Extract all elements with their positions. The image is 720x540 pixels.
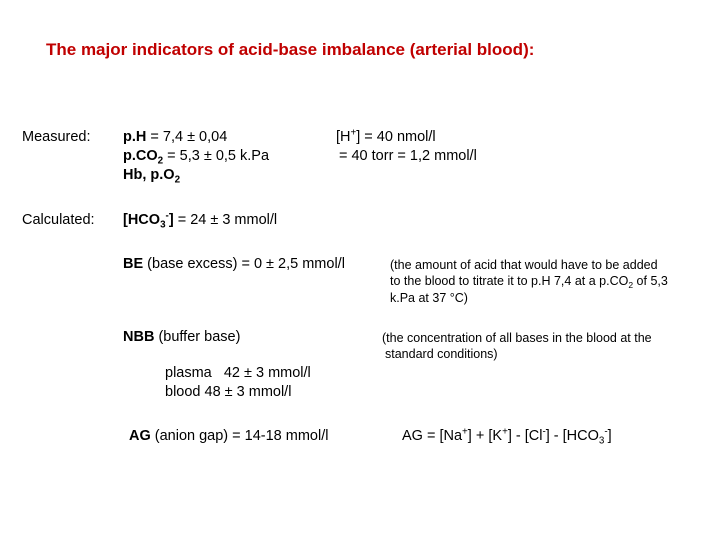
- hco3-name: $[HCO_3^-]$: [123, 210, 174, 231]
- be-note-line3: k.Pa at 37 °C): [390, 290, 468, 305]
- nbb-name: NBB: [123, 329, 155, 345]
- be-note: [390, 257, 668, 306]
- h-concentration-line: [H+] = 40 nmol/l: [336, 127, 436, 145]
- calculated-label: Calculated:: [22, 212, 95, 228]
- ph-name: p.H: [123, 129, 147, 145]
- nbb-line: NBB (buffer base): [123, 329, 241, 345]
- ph-line: [123, 128, 227, 147]
- ag-formula: AG = $[Na^+] + [K^+] - [Cl^-] - [HCO_3^-]$: [402, 426, 612, 447]
- ph-value: = 7,4 ± 0,04: [146, 129, 228, 145]
- be-name: BE: [123, 256, 144, 272]
- hco3-value: = 24 ± 3 mmol/l: [173, 212, 278, 228]
- be-line: BE (base excess) = 0 ± 2,5 mmol/l: [123, 256, 345, 272]
- nbb-note-line1: (the concentration of all bases in the blood at the: [382, 331, 652, 345]
- be-note-line1: (the amount of acid that would have to be added: [390, 258, 658, 272]
- slide-title: The major indicators of acid-base imbalance (arterial blood):: [46, 40, 535, 59]
- be-note-line2: to the blood to titrate it to p.H 7,4 at a $p.CO_2$ of 5,3: [390, 274, 668, 291]
- ag-name: AG: [129, 428, 151, 444]
- pco2-line: [123, 147, 269, 166]
- nbb-blood: blood 48 ± 3 mmol/l: [165, 384, 292, 400]
- pco2-name: $p.CO_2$: [123, 148, 164, 167]
- measured-label: Measured:: [22, 129, 91, 145]
- nbb-note: [382, 330, 652, 363]
- hb-po2-name: Hb, $p.O_2$: [123, 167, 181, 186]
- pco2-value: = 5,3 ± 0,5 k.Pa: [163, 148, 270, 164]
- hb-po2-line: [123, 166, 180, 185]
- nbb-plasma: plasma 42 ± 3 mmol/l: [165, 365, 311, 381]
- hco3-line: [123, 211, 277, 230]
- nbb-note-line2: standard conditions): [385, 347, 498, 362]
- h-concentration-line2: = 40 torr = 1,2 mmol/l: [339, 148, 477, 164]
- ag-line: AG (anion gap) = 14-18 mmol/l: [129, 428, 329, 444]
